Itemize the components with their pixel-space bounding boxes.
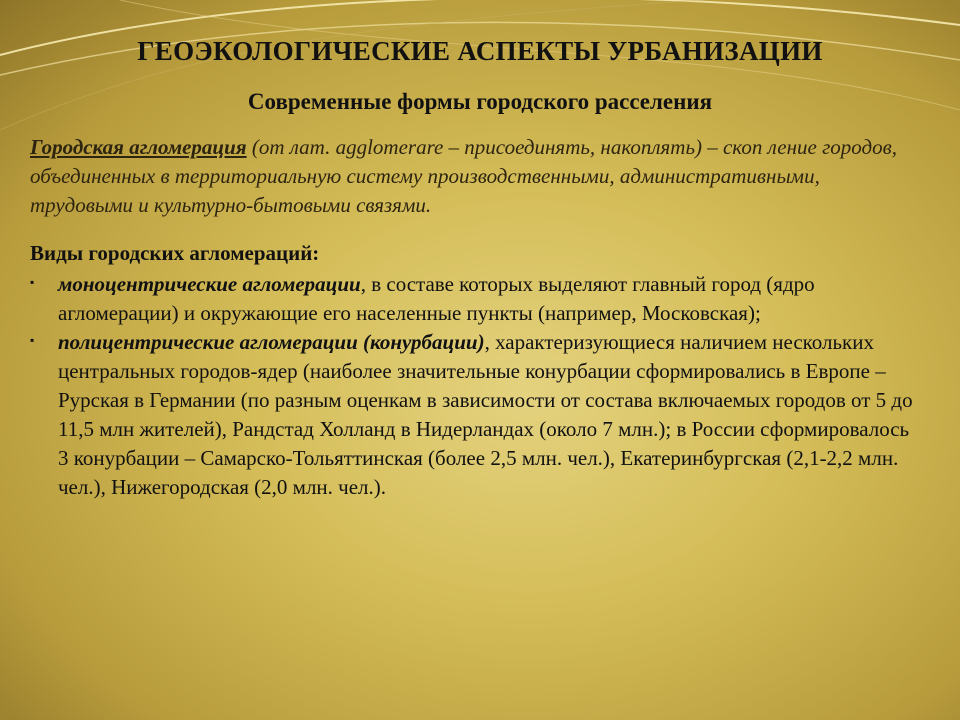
definition-text: (от лат. agglomerare – присоединять, накоплять) – скоп ление городов, объединенных в территориальную систему производственными, административными, трудовыми и культурно-бытовыми связями. xyxy=(30,135,897,217)
bullet-text: , характеризующиеся наличием нескольких центральных городов-ядер (наиболее значительные конурбации сформировались в Европе – Рурская в Германии (по разным оценкам в зависимости от состава включаемых городов от 5 до 11,5 млн жителей), Рандстад Холланд в Нидерландах (около 7 млн.); в России сформировалось 3 конурбации – Самарско-Тольяттинская (более 2,5 млн. чел.), Екатеринбургская (2,1-2,2 млн. чел.), Нижегородская (2,0 млн. чел.). xyxy=(58,330,913,499)
bullet-term: полицентрические агломерации (конурбации) xyxy=(58,330,485,354)
list-item xyxy=(30,270,920,328)
square-bullet-icon: ▪ xyxy=(30,333,35,347)
bullet-term: моноцентрические агломерации xyxy=(58,272,361,296)
bullet-text: , в составе которых выделяют главный город (ядро агломерации) и окружающие его населенные пункты (например, Московская); xyxy=(58,272,815,325)
slide-title: ГЕОЭКОЛОГИЧЕСКИЕ АСПЕКТЫ УРБАНИЗАЦИИ xyxy=(137,36,823,66)
types-heading: Виды городских агломераций: xyxy=(30,241,320,265)
list-item xyxy=(30,328,920,502)
definition-paragraph xyxy=(30,133,910,220)
agglomeration-types-list xyxy=(30,270,920,502)
square-bullet-icon: ▪ xyxy=(30,275,35,289)
definition-term: Городская агломерация xyxy=(30,135,247,159)
slide-subtitle: Современные формы городского расселения xyxy=(247,89,713,114)
